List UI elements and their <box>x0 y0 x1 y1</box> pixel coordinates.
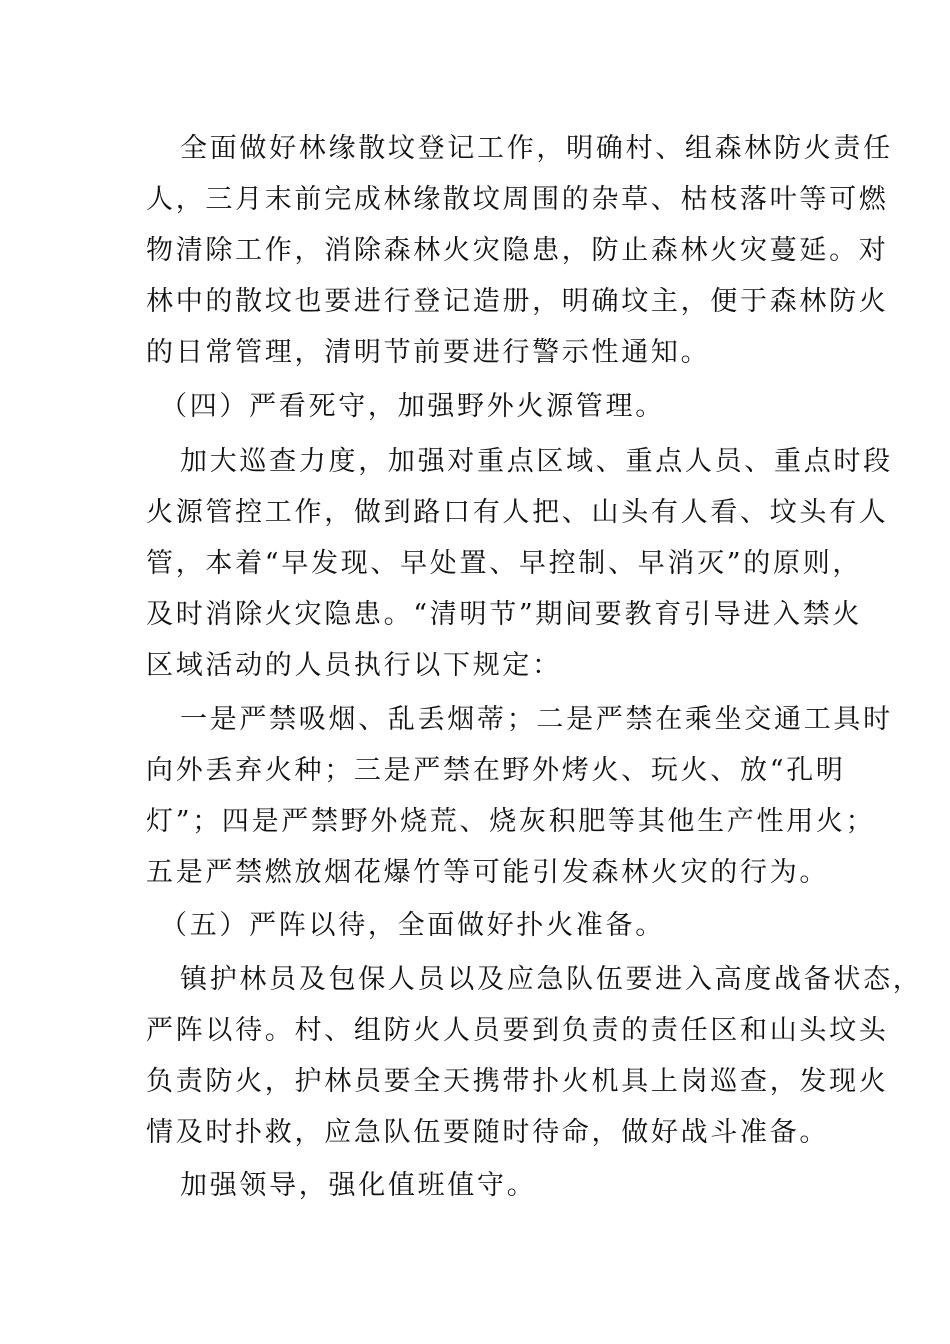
text-line: 区域活动的人员执行以下规定： <box>146 650 562 681</box>
text-line: 林中的散坟也要进行登记造册，明确坟主，便于森林防火 <box>146 286 889 317</box>
text-line: 人，三月末前完成林缘散坟周围的杂草、枯枝落叶等可燃 <box>146 184 889 215</box>
text-line: 向外丢弃火种；三是严禁在野外烤火、玩火、放“孔明 <box>146 755 846 786</box>
text-line: 加强领导，强化值班值守。 <box>180 1170 537 1201</box>
text-line: 灯”；四是严禁野外烧荒、烧灰积肥等其他生产性用火； <box>146 806 876 837</box>
text-line: 镇护林员及包保人员以及应急队伍要进入高度战备状态， <box>180 964 923 995</box>
text-line: 管，本着“早发现、早处置、早控制、早消灭”的原则， <box>146 548 863 579</box>
section-heading: （五）严阵以待，全面做好扑火准备。 <box>160 910 665 941</box>
text-line: 及时消除火灾隐患。“清明节”期间要教育引导进入禁火 <box>146 599 863 630</box>
text-line: 五是严禁燃放烟花爆竹等可能引发森林火灾的行为。 <box>146 857 830 888</box>
section-heading: （四）严看死守，加强野外火源管理。 <box>160 391 665 422</box>
text-line: 严阵以待。村、组防火人员要到负责的责任区和山头坟头 <box>146 1015 889 1046</box>
text-line: 负责防火，护林员要全天携带扑火机具上岗巡查，发现火 <box>146 1066 889 1097</box>
text-line: 加大巡查力度，加强对重点区域、重点人员、重点时段 <box>180 446 893 477</box>
text-line: 的日常管理，清明节前要进行警示性通知。 <box>146 337 711 368</box>
text-line: 物清除工作，消除森林火灾隐患，防止森林火灾蔓延。对 <box>146 235 889 266</box>
text-line: 情及时扑救，应急队伍要随时待命，做好战斗准备。 <box>146 1117 830 1148</box>
text-line: 全面做好林缘散坟登记工作，明确村、组森林防火责任 <box>180 133 893 164</box>
text-line: 火源管控工作，做到路口有人把、山头有人看、坟头有人 <box>146 497 889 528</box>
text-line: 一是严禁吸烟、乱丢烟蒂；二是严禁在乘坐交通工具时 <box>180 704 893 735</box>
